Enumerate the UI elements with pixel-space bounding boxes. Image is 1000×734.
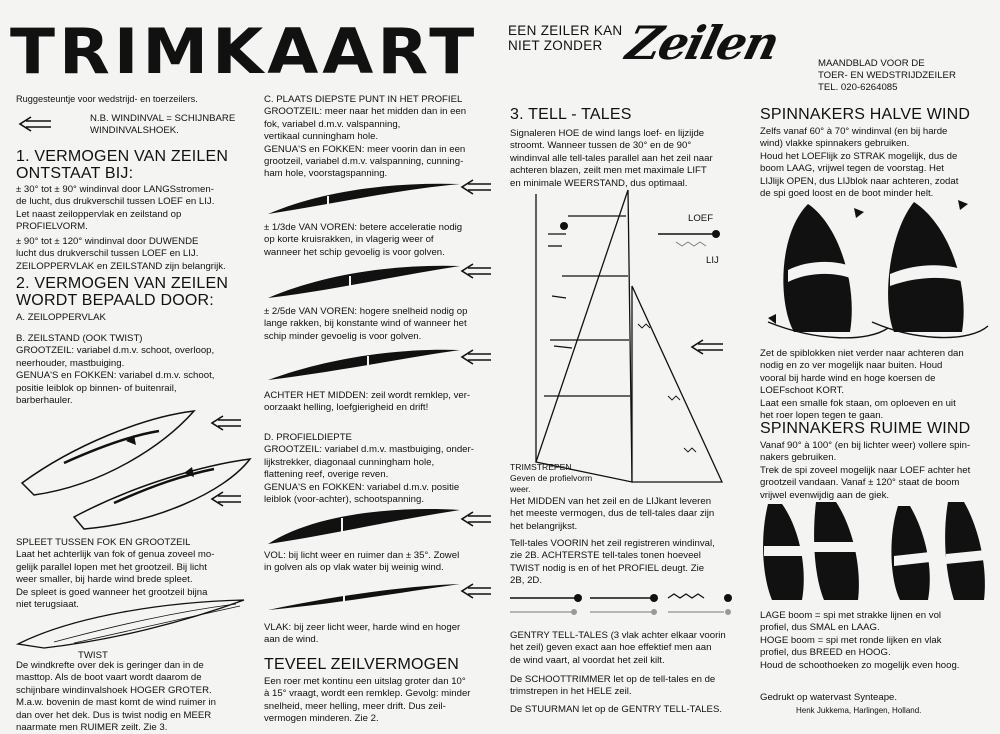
trimstrepen-text: TRIMSTREPEN Geven de profielvorm weer.: [510, 462, 593, 494]
section-2b: B. ZEILSTAND (OOK TWIST) GROOTZEIL: variabel d.m.v. schoot, overloop, neerhouder, mastbuiging. GENUA'S en FOKKEN: variabel d.m.v. schoot, positie leiblok op binnen- of buitenrail, barberhauler.: [16, 333, 215, 407]
profile-vol-illustration: [264, 506, 464, 548]
wind-arrow-icon: [460, 264, 492, 278]
subtitle: Ruggesteuntje voor wedstrijd- en toerzeilers.: [16, 94, 198, 104]
magazine-info: MAANDBLAD VOOR DE TOER- EN WEDSTRIJDZEILER TEL. 020-6264085: [818, 58, 956, 94]
profile-1-3-illustration: [264, 180, 464, 220]
wind-arrow-icon: [460, 180, 492, 194]
twist-text: De windkrefte over dek is geringer dan in de masttop. Als de boot vaart wordt daarom de schijnbare windinvalshoek HOGER GROTER. M.a.w. bovenin de mast komt de wind ruimer in dan over het dek. Dus is twist nodig en MEER naarmate men RUIMER zeilt. Zie 3.: [16, 660, 216, 734]
profile-midden-illustration: [264, 346, 464, 386]
spiblokken-text: Zet de spiblokken niet verder naar achteren dan nodig en zo ver mogelijk naar buiten. Houd vooral bij harde wind en hoge koersen de LOEFschoot KORT. Laat een smalle fok staan, om oploeven en uit het roer lopen tegen te gaan.: [760, 348, 964, 422]
profile-vlak-illustration: [264, 580, 464, 614]
section-3-schoottrimmer: De SCHOOTTRIMMER let op de tell-tales en de trimstrepen in het HELE zeil.: [510, 674, 716, 698]
spinnaker-ruime-text: Vanaf 90° à 100° (en bij lichter weer) vollere spin- nakers gebruiken. Trek de spi zoveel mogelijk naar LOEF achter het grootzeil vandaan. Vanaf ± 120° staat de boom vrijwel evenwijdig aan de giek.: [760, 440, 971, 501]
spinnaker-ruime-heading: SPINNAKERS RUIME WIND: [760, 420, 971, 437]
section-2a: A. ZEILOPPERVLAK: [16, 312, 106, 323]
spinnaker-halve-heading: SPINNAKERS HALVE WIND: [760, 106, 971, 123]
page-title: TRIMKAART: [10, 14, 479, 89]
section-3-stuurman: De STUURMAN let op de GENTRY TELL-TALES.: [510, 704, 723, 715]
nb-note: N.B. WINDINVAL = SCHIJNBARE WINDINVALSHOEK.: [90, 113, 236, 137]
twist-illustration: [14, 596, 246, 654]
section-3-voorin: Tell-tales VOORIN het zeil registreren windinval, zie 2B. ACHTERSTE tell-tales tonen hoeveel TWIST nodig is en of het PROFIEL deugt. Zie 2B, 2D.: [510, 538, 715, 587]
section-3-heading: 3. TELL - TALES: [510, 106, 632, 123]
section-3-gentry: GENTRY TELL-TALES (3 vlak achter elkaar voorin het zeil) geven exact aan hoe effektief men aan de wind vaart, al voordat het zeil kilt.: [510, 630, 726, 666]
spleet-text: SPLEET TUSSEN FOK EN GROOTZEIL Laat het achterlijk van fok of genua zoveel mo- gelijk parallel lopen met het grootzeil. Bij licht weer smaller, bij harde wind brede spleet. De spleet is goed wanneer het grootzeil bijna niet terugsiaat.: [16, 537, 215, 611]
section-2c: C. PLAATS DIEPSTE PUNT IN HET PROFIEL GROOTZEIL: meer naar het midden dan in een fok, variabel d.m.v. valspanning, vertikaal cunningham hole. GENUA'S en FOKKEN: meer voorin dan in een grootzeil, variabel d.m.v. valspanning, cunning- ham hole, voorstagspanning.: [264, 94, 467, 180]
arrow-icon: [18, 117, 52, 131]
magazine-logo: Zeilen: [621, 16, 784, 70]
section-2d: D. PROFIELDIEPTE GROOTZEIL: variabel d.m.v. mastbuiging, onder- lijkstrekker, diagonaal cunningham hole, flattening reef, overige reven. GENUA'S en FOKKEN: variabel d.m.v. positie leiblok (voor-achter), schootspanning.: [264, 432, 474, 506]
profile-2-5-illustration: [264, 262, 464, 304]
tagline: EEN ZEILER KAN NIET ZONDER: [508, 23, 623, 53]
wind-arrow-icon: [210, 416, 242, 430]
twist-label: TWIST: [78, 650, 108, 661]
wind-arrow-icon: [460, 350, 492, 364]
gentry-tell-tales-illustration: [508, 588, 744, 618]
spinnaker-halve-illustration: [758, 194, 990, 344]
wind-arrow-icon: [210, 492, 242, 506]
spinnaker-halve-text: Zelfs vanaf 60° à 70° windinval (en bij harde wind) vlakke spinnakers gebruiken. Houd het LOEFlijk zo STRAK mogelijk, dus de boom LAAG, vrijwel tegen de voorstag. Het LIJlijk OPEN, dus LIJblok naar achteren, zodat de spi goed loost en de boot minder helt.: [760, 126, 959, 200]
tell-tale-loef-icon: [656, 224, 722, 248]
wind-arrow-icon: [460, 512, 492, 526]
profile-vlak-text: VLAK: bij zeer licht weer, harde wind en hoger aan de wind.: [264, 622, 461, 646]
section-1-heading: 1. VERMOGEN VAN ZEILEN ONTSTAAT BIJ:: [16, 148, 229, 182]
section-2-heading: 2. VERMOGEN VAN ZEILEN WORDT BEPAALD DOOR:: [16, 275, 229, 309]
credit: Henk Jukkema, Harlingen, Holland.: [796, 706, 922, 715]
loef-label: LOEF: [688, 213, 714, 224]
lij-label: LIJ: [706, 255, 719, 266]
profile-2-5-text: ± 2/5de VAN VOREN: hogere snelheid nodig op lange rakken, bij konstante wind of wanneer het schip minder gevoelig is voor golven.: [264, 306, 468, 342]
printed-note: Gedrukt op watervast Synteape.: [760, 692, 898, 703]
wind-arrow-icon: [690, 340, 724, 354]
section-1-text-a: ± 30° tot ± 90° windinval door LANGSstromen- de lucht, dus drukverschil tussen LOEF en LIJ. Let naast zeiloppervlak en zeilstand op PROFIELVORM.: [16, 184, 215, 233]
section-3-intro: Signaleren HOE de wind langs loef- en lijzijde stroomt. Wanneer tussen de 30° en de 90° windinval alle tell-tales parallel aan het zeil naar achteren blazen, zeilt men met maximale LIFT en minimale WEERSTAND, dus optimaal.: [510, 128, 713, 189]
teveel-text: Een roer met kontinu een uitslag groter dan 10° à 15° vraagt, wordt een remklep. Gevolg: minder snelheid, meer helling, meer drift. Dus zeil- vermogen minderen. Zie 2.: [264, 676, 471, 725]
profile-1-3-text: ± 1/3de VAN VOREN: betere acceleratie nodig op korte kruisrakken, in vlagerig weer of wanneer het schip gevoelig is voor golven.: [264, 222, 463, 258]
section-1-text-b: ± 90° tot ± 120° windinval door DUWENDE lucht dus drukverschil tussen LOEF en LIJ. ZEILOPPERVLAK en ZEILSTAND zijn belangrijk.: [16, 236, 226, 272]
profile-midden-text: ACHTER HET MIDDEN: zeil wordt remklep, ver- oorzaakt helling, loefgierigheid en drift!: [264, 390, 471, 414]
boom-text: LAGE boom = spi met strakke lijnen en vol profiel, dus SMAL en LAAG. HOGE boom = spi met ronde lijken en vlak profiel, dus BREED en HOOG. Houd de schoothoeken zo mogelijk even hoog.: [760, 610, 960, 671]
teveel-heading: TEVEEL ZEILVERMOGEN: [264, 656, 459, 673]
profile-vol-text: VOL: bij licht weer en ruimer dan ± 35°. Zowel in golven als op vlak water bij weinig wind.: [264, 550, 460, 574]
spinnaker-ruime-illustration: [758, 496, 990, 606]
wind-arrow-icon: [460, 584, 492, 598]
section-3-midden: Het MIDDEN van het zeil en de LIJkant leveren het meeste vermogen, dus de tell-tales daar zijn het belangrijkst.: [510, 496, 715, 532]
